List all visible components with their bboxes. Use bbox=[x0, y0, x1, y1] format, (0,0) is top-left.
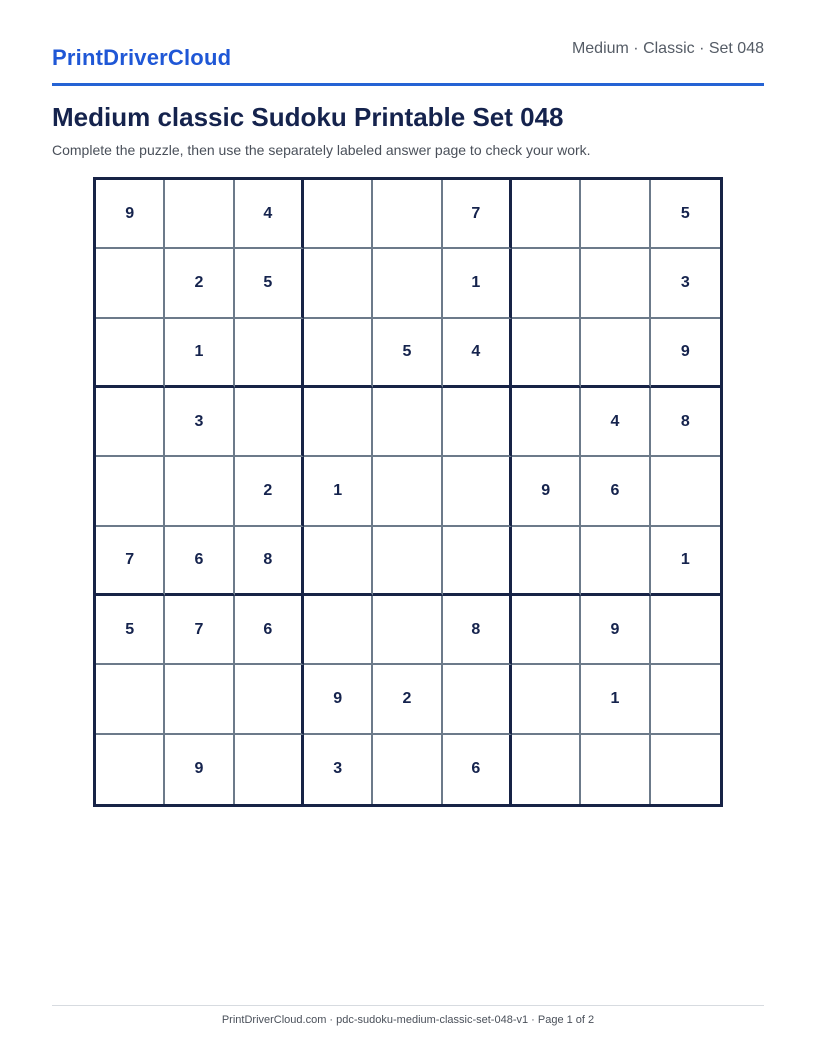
sudoku-cell[interactable] bbox=[512, 596, 581, 665]
sudoku-cell: 3 bbox=[304, 735, 373, 804]
page-subtitle: Complete the puzzle, then use the separately labeled answer page to check your work. bbox=[52, 142, 591, 158]
sudoku-cell[interactable] bbox=[96, 388, 165, 457]
sudoku-cell[interactable] bbox=[651, 457, 720, 526]
sudoku-grid bbox=[93, 177, 723, 807]
sudoku-cell[interactable] bbox=[373, 527, 442, 596]
sudoku-cell: 1 bbox=[581, 665, 650, 734]
sudoku-cell: 9 bbox=[651, 319, 720, 388]
sudoku-cell: 3 bbox=[651, 249, 720, 318]
sudoku-cell: 9 bbox=[304, 665, 373, 734]
sudoku-cell: 5 bbox=[235, 249, 304, 318]
sudoku-cell: 2 bbox=[373, 665, 442, 734]
sudoku-cell: 6 bbox=[165, 527, 234, 596]
sudoku-cell: 7 bbox=[443, 180, 512, 249]
sudoku-cell[interactable] bbox=[373, 249, 442, 318]
sudoku-cell[interactable] bbox=[235, 665, 304, 734]
sudoku-cell: 5 bbox=[96, 596, 165, 665]
sudoku-cell[interactable] bbox=[96, 457, 165, 526]
sudoku-cell[interactable] bbox=[235, 735, 304, 804]
sudoku-cell[interactable] bbox=[651, 735, 720, 804]
page-footer: PrintDriverCloud.com · pdc-sudoku-medium-classic-set-048-v1 · Page 1 of 2 bbox=[221, 1014, 595, 1026]
sudoku-cell[interactable] bbox=[235, 319, 304, 388]
sudoku-cell: 6 bbox=[235, 596, 304, 665]
sudoku-cell[interactable] bbox=[512, 180, 581, 249]
sudoku-cell[interactable] bbox=[512, 527, 581, 596]
sudoku-cell: 3 bbox=[165, 388, 234, 457]
sudoku-cell: 6 bbox=[443, 735, 512, 804]
puzzle-meta: Medium · Classic · Set 048 bbox=[571, 40, 764, 57]
sudoku-cell: 1 bbox=[651, 527, 720, 596]
sudoku-cell[interactable] bbox=[304, 249, 373, 318]
sudoku-cell: 7 bbox=[165, 596, 234, 665]
sudoku-cell[interactable] bbox=[581, 735, 650, 804]
sudoku-cell[interactable] bbox=[581, 527, 650, 596]
sudoku-cell: 2 bbox=[165, 249, 234, 318]
sudoku-cell[interactable] bbox=[373, 457, 442, 526]
sudoku-cell: 8 bbox=[651, 388, 720, 457]
page-title: Medium classic Sudoku Printable Set 048 bbox=[52, 102, 564, 132]
sudoku-cell[interactable] bbox=[512, 319, 581, 388]
sudoku-cell: 9 bbox=[581, 596, 650, 665]
sudoku-cell[interactable] bbox=[443, 527, 512, 596]
sudoku-cell[interactable] bbox=[304, 527, 373, 596]
sudoku-cell: 5 bbox=[373, 319, 442, 388]
sudoku-cell: 6 bbox=[581, 457, 650, 526]
sudoku-cell[interactable] bbox=[304, 388, 373, 457]
brand-logo-text[interactable]: PrintDriverCloud bbox=[52, 45, 232, 70]
sudoku-cell: 1 bbox=[165, 319, 234, 388]
sudoku-cell: 9 bbox=[165, 735, 234, 804]
footer-divider bbox=[52, 1005, 764, 1006]
sudoku-cell[interactable] bbox=[373, 388, 442, 457]
sudoku-cell[interactable] bbox=[373, 596, 442, 665]
sudoku-cell[interactable] bbox=[581, 180, 650, 249]
sudoku-cell[interactable] bbox=[96, 665, 165, 734]
sudoku-cell[interactable] bbox=[651, 596, 720, 665]
sudoku-cell[interactable] bbox=[581, 319, 650, 388]
sudoku-cell: 4 bbox=[235, 180, 304, 249]
sudoku-cell: 4 bbox=[443, 319, 512, 388]
sudoku-cell[interactable] bbox=[304, 180, 373, 249]
sudoku-cell[interactable] bbox=[443, 457, 512, 526]
sudoku-cell[interactable] bbox=[512, 735, 581, 804]
sudoku-cell: 9 bbox=[96, 180, 165, 249]
sudoku-cell: 4 bbox=[581, 388, 650, 457]
sudoku-cell: 1 bbox=[304, 457, 373, 526]
sudoku-cell[interactable] bbox=[651, 665, 720, 734]
sudoku-cell[interactable] bbox=[96, 319, 165, 388]
sudoku-cell: 8 bbox=[443, 596, 512, 665]
sudoku-cell: 7 bbox=[96, 527, 165, 596]
sudoku-cell[interactable] bbox=[96, 249, 165, 318]
sudoku-cell[interactable] bbox=[581, 249, 650, 318]
sudoku-cell: 5 bbox=[651, 180, 720, 249]
sudoku-cell[interactable] bbox=[304, 319, 373, 388]
sudoku-cell[interactable] bbox=[165, 457, 234, 526]
sudoku-cell[interactable] bbox=[304, 596, 373, 665]
sudoku-cell[interactable] bbox=[373, 735, 442, 804]
sudoku-cell: 9 bbox=[512, 457, 581, 526]
page-header bbox=[52, 40, 764, 86]
sudoku-cell[interactable] bbox=[373, 180, 442, 249]
sudoku-cell: 1 bbox=[443, 249, 512, 318]
sudoku-cell[interactable] bbox=[512, 388, 581, 457]
sudoku-cell[interactable] bbox=[443, 665, 512, 734]
sudoku-cell: 2 bbox=[235, 457, 304, 526]
sudoku-cell[interactable] bbox=[235, 388, 304, 457]
sudoku-cell[interactable] bbox=[165, 665, 234, 734]
sudoku-cell[interactable] bbox=[96, 735, 165, 804]
sudoku-cell[interactable] bbox=[512, 249, 581, 318]
sudoku-cell[interactable] bbox=[165, 180, 234, 249]
sudoku-cell[interactable] bbox=[443, 388, 512, 457]
sudoku-cell: 8 bbox=[235, 527, 304, 596]
sudoku-cell[interactable] bbox=[512, 665, 581, 734]
